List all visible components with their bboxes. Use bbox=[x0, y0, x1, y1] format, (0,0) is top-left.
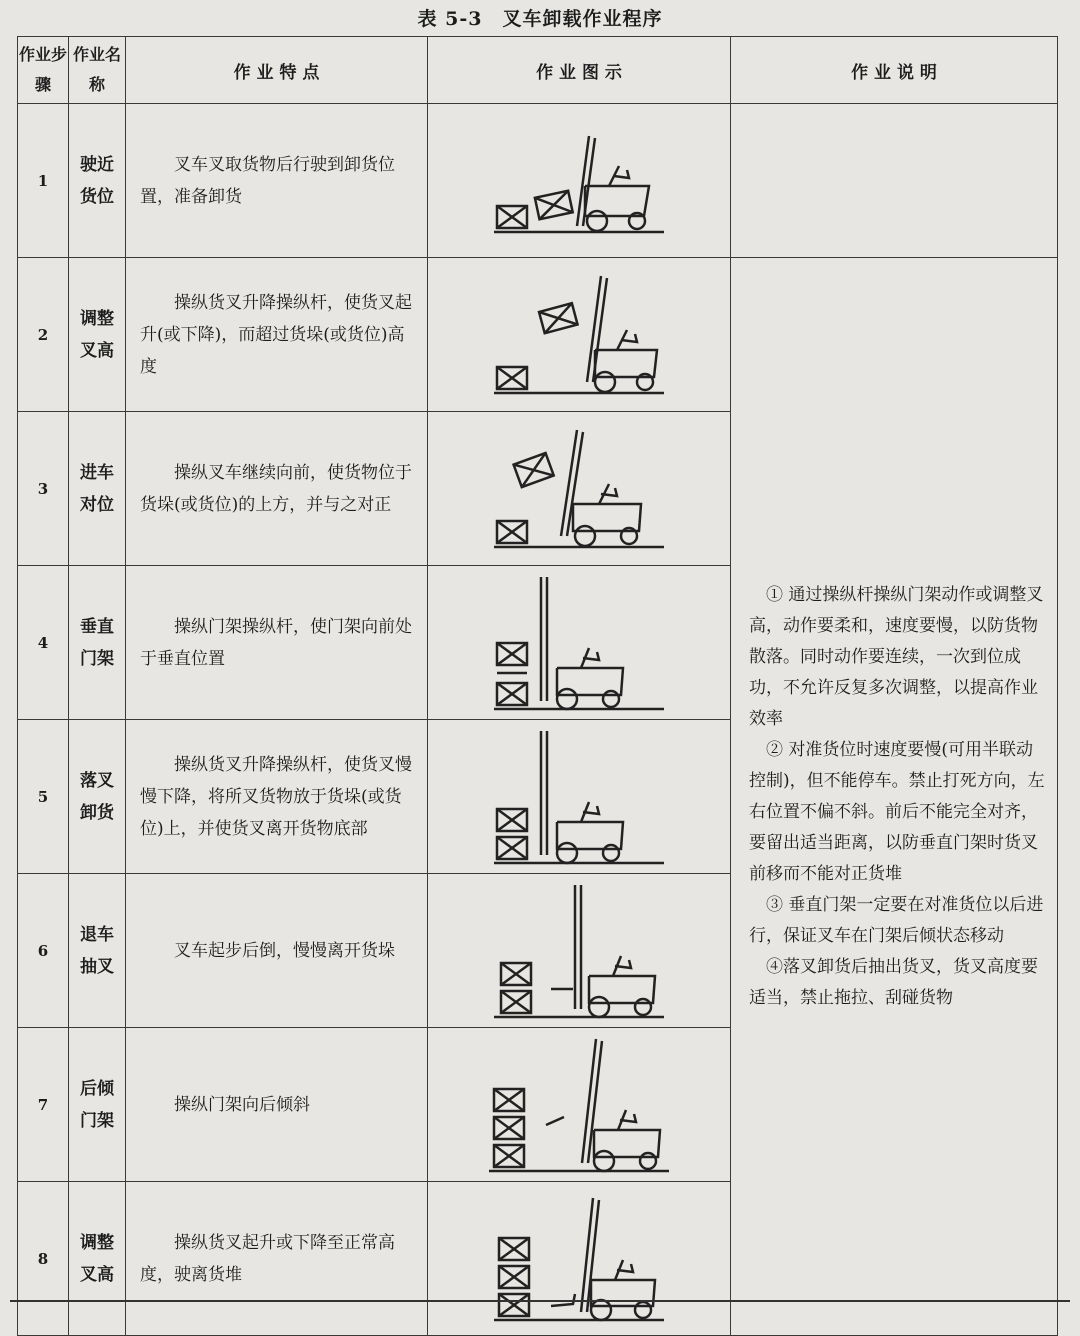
header-feature: 作 业 特 点 bbox=[126, 37, 428, 104]
explanation-item: ② 对准货位时速度要慢(可用半联动控制)，但不能停车。禁止打死方向，左右位置不偏不斜。前后不能完全对齐，要留出适当距离，以防垂直门架时货叉前移而不能对正货堆 bbox=[749, 739, 1045, 884]
step-name: 驶近货位 bbox=[69, 104, 126, 258]
table-title: 表 5-3 叉车卸载作业程序 bbox=[417, 8, 663, 30]
step-feature: 操纵门架操纵杆，使门架向前处于垂直位置 bbox=[126, 566, 428, 720]
bottom-rule bbox=[10, 1300, 1070, 1302]
header-explain: 作 业 说 明 bbox=[731, 37, 1058, 104]
step-name: 落叉卸货 bbox=[69, 720, 126, 874]
step-feature: 操纵货叉起升或下降至正常高度，驶离货堆 bbox=[126, 1182, 428, 1336]
step-number: 5 bbox=[18, 720, 69, 874]
forklift-illustration-icon bbox=[428, 258, 731, 412]
forklift-illustration-icon bbox=[428, 720, 731, 874]
step-feature: 叉车起步后倒，慢慢离开货垛 bbox=[126, 874, 428, 1028]
step-name: 垂直门架 bbox=[69, 566, 126, 720]
unloading-procedure-table bbox=[17, 36, 1058, 1336]
explanation-item: ④落叉卸货后抽出货叉，货叉高度要适当，禁止拖拉、刮碰货物 bbox=[749, 956, 1038, 1008]
forklift-illustration-icon bbox=[428, 1028, 731, 1182]
step-name: 退车抽叉 bbox=[69, 874, 126, 1028]
step-number: 3 bbox=[18, 412, 69, 566]
header-name: 作业名称 bbox=[69, 37, 126, 104]
forklift-illustration-icon bbox=[428, 1182, 731, 1336]
step-feature: 叉车叉取货物后行驶到卸货位置，准备卸货 bbox=[126, 104, 428, 258]
step-feature: 操纵货叉升降操纵杆，使货叉起升(或下降)，而超过货垛(或货位)高度 bbox=[126, 258, 428, 412]
step-number: 8 bbox=[18, 1182, 69, 1336]
step-number: 6 bbox=[18, 874, 69, 1028]
forklift-illustration-icon bbox=[428, 412, 731, 566]
explanation-item: ③ 垂直门架一定要在对准货位以后进行，保证叉车在门架后倾状态移动 bbox=[749, 894, 1044, 946]
explanation-item: ① 通过操纵杆操纵门架动作或调整叉高，动作要柔和，速度要慢，以防货物散落。同时动作要连续，一次到位成功，不允许反复多次调整，以提高作业效率 bbox=[749, 584, 1044, 729]
step-name: 后倾门架 bbox=[69, 1028, 126, 1182]
forklift-illustration-icon bbox=[428, 104, 731, 258]
step-number: 1 bbox=[18, 104, 69, 258]
step-name: 调整叉高 bbox=[69, 1182, 126, 1336]
step-feature: 操纵门架向后倾斜 bbox=[126, 1028, 428, 1182]
operation-explanation bbox=[731, 258, 1058, 1336]
step-number: 7 bbox=[18, 1028, 69, 1182]
step-feature: 操纵叉车继续向前，使货物位于货垛(或货位)的上方，并与之对正 bbox=[126, 412, 428, 566]
step-feature: 操纵货叉升降操纵杆，使货叉慢慢下降，将所叉货物放于货垛(或货位)上，并使货叉离开货物底部 bbox=[126, 720, 428, 874]
step-name: 进车对位 bbox=[69, 412, 126, 566]
forklift-illustration-icon bbox=[428, 566, 731, 720]
step-name: 调整叉高 bbox=[69, 258, 126, 412]
header-figure: 作 业 图 示 bbox=[428, 37, 731, 104]
table-row bbox=[18, 258, 1058, 412]
forklift-illustration-icon bbox=[428, 874, 731, 1028]
step-number: 2 bbox=[18, 258, 69, 412]
step-number: 4 bbox=[18, 566, 69, 720]
explanation-empty bbox=[731, 104, 1058, 258]
header-step: 作业步骤 bbox=[18, 37, 69, 104]
table-row bbox=[18, 104, 1058, 258]
